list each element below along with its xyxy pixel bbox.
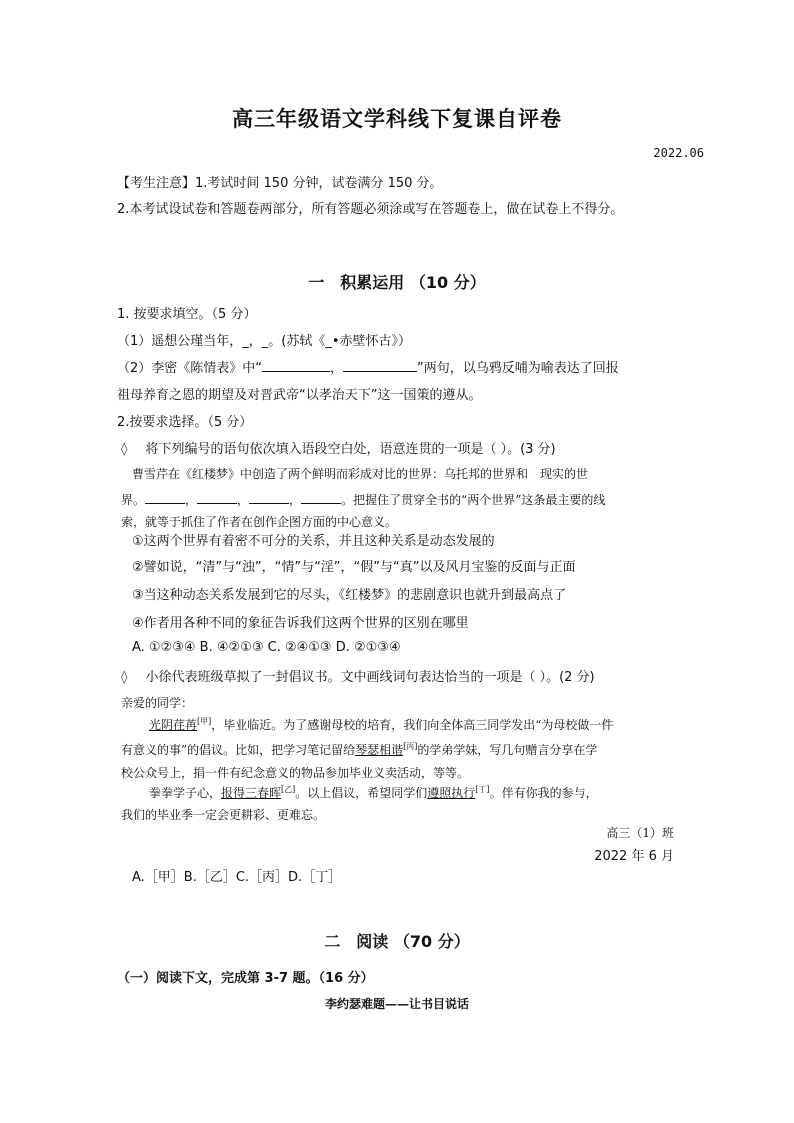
letter-para-2-line-1 (149, 784, 598, 801)
passage-line-2-start: 界。 (121, 493, 146, 507)
passage-line-2-end: 。把握住了贯穿全书的“两个世界”这条最主要的线 (341, 493, 606, 507)
letter-salutation: 亲爱的同学： (121, 696, 194, 710)
letter-para-1-line-1 (149, 716, 613, 733)
answer-blank[interactable] (301, 490, 341, 504)
exam-date: 2022.06 (653, 146, 704, 160)
letter-text: 有意义的事”的倡议。比如，把学习笔记留给 (121, 743, 356, 757)
notice-line-2: 2.本考试设试卷和答题卷两部分，所有答题必须涂或写在答题卷上，做在试卷上不得分。 (117, 202, 624, 217)
letter-para-1-line-3: 校公众号上，捐一件有纪念意义的物品参加毕业义卖活动，等等。 (121, 766, 470, 780)
answer-blank[interactable] (197, 490, 237, 504)
sub-question-2-text: 小徐代表班级草拟了一封倡议书。文中画线词句表达恰当的一项是（ ）。(2 分) (145, 670, 595, 685)
answer-choices-2: A.［甲］B.［乙］C.［丙］D.［丁］ (132, 870, 342, 885)
diamond-icon: ◊ (121, 670, 128, 685)
article-title: 李约瑟难题——让书目说话 (324, 997, 469, 1011)
question-1-item-1: （1）遥想公瑾当年，_，_。(苏轼《_•赤壁怀古》） (117, 334, 412, 349)
letter-text: 拳拳学子心， (149, 786, 222, 800)
underlined-phrase: 琴瑟相谐 (355, 743, 404, 757)
answer-blank[interactable] (145, 490, 185, 504)
question-1-stem: 1. 按要求填空。（5 分） (117, 307, 257, 322)
sub-question-1 (121, 438, 556, 457)
underlined-phrase: 报得三春晖 (221, 786, 282, 800)
letter-date: 2022 年 6 月 (594, 849, 674, 864)
letter-para-2-line-2: 我们的毕业季一定会更耕彩、更难忘。 (121, 808, 326, 822)
notice-line-1: 【考生注意】1.考试时间 150 分钟，试卷满分 150 分。 (117, 176, 443, 191)
option-2: ②譬如说，“清”与“浊”，“情”与“淫”，“假”与“真”以及风月宝鉴的反面与正面 (132, 560, 576, 575)
section-1-heading: 一 积累运用 （10 分） (308, 273, 486, 292)
phrase-marker: [乙] (281, 785, 296, 794)
item-2-prefix: （2）李密《陈情表》中“ (117, 361, 263, 376)
phrase-marker: [丙] (403, 742, 418, 751)
letter-para-1-line-2 (121, 741, 597, 758)
diamond-icon: ◊ (121, 442, 128, 457)
option-3: ③当这种动态关系发展到它的尽头，《红楼梦》的悲剧意识也就升到最高点了 (132, 588, 567, 603)
answer-blank[interactable] (249, 490, 289, 504)
page-title: 高三年级语文学科线下复课自评卷 (232, 107, 562, 131)
passage-line-2: 界。 ， ， ， 。把握住了贯穿全书的“两个世界”这条最主要的线 (121, 490, 605, 508)
question-1-item-2 (117, 357, 619, 376)
letter-text: 。以上倡议，希望同学们 (295, 786, 428, 800)
question-2-stem: 2.按要求选择。（5 分） (117, 415, 253, 430)
letter-text: 的学弟学妹，写几句赠言分享在学 (417, 743, 598, 757)
phrase-marker: [甲] (197, 717, 212, 726)
underlined-phrase: 遵照执行 (427, 786, 476, 800)
answer-blank[interactable] (343, 358, 417, 372)
item-2-suffix: ”两句，以乌鸦反哺为喻表达了回报 (417, 361, 619, 376)
passage-line-1: 曹雪芹在《红楼梦》中创造了两个鲜明而彩成对比的世界：乌托邦的世界和 现实的世 (132, 467, 589, 481)
letter-text: ，毕业临近。为了感谢母校的培育，我们向全体高三同学发出“为母校做一件 (211, 718, 614, 732)
phrase-marker: [丁] (475, 785, 490, 794)
reading-part-1-heading: （一）阅读下文，完成第 3-7 题。（16 分） (117, 971, 374, 986)
underlined-phrase: 光阴荏苒 (149, 718, 198, 732)
section-2-heading: 二 阅读 （70 分） (324, 932, 470, 951)
answer-blank[interactable] (262, 358, 330, 372)
sub-question-1-text: 将下列编号的语句依次填入语段空白处，语意连贯的一项是（ ）。(3 分) (145, 442, 556, 457)
option-1: ①这两个世界有着密不可分的关系，并且这种关系是动态发展的 (132, 534, 495, 549)
answer-choices-1: A. ①②③④ B. ④②①③ C. ②④①③ D. ②①③④ (132, 640, 401, 655)
item-2-separator: ， (330, 361, 344, 376)
question-1-item-2-cont: 祖母养育之恩的期望及对晋武帝“以孝治天下”这一国策的遵从。 (117, 388, 482, 403)
option-4: ④作者用各种不同的象征告诉我们这两个世界的区别在哪里 (132, 616, 469, 631)
letter-signature: 高三（1）班 (606, 826, 674, 840)
sub-question-2 (121, 666, 595, 685)
passage-line-3: 索，就等于抓住了作者在创作企图方面的中心意义。 (121, 515, 398, 529)
letter-text: 。伴有你我的参与， (489, 786, 598, 800)
